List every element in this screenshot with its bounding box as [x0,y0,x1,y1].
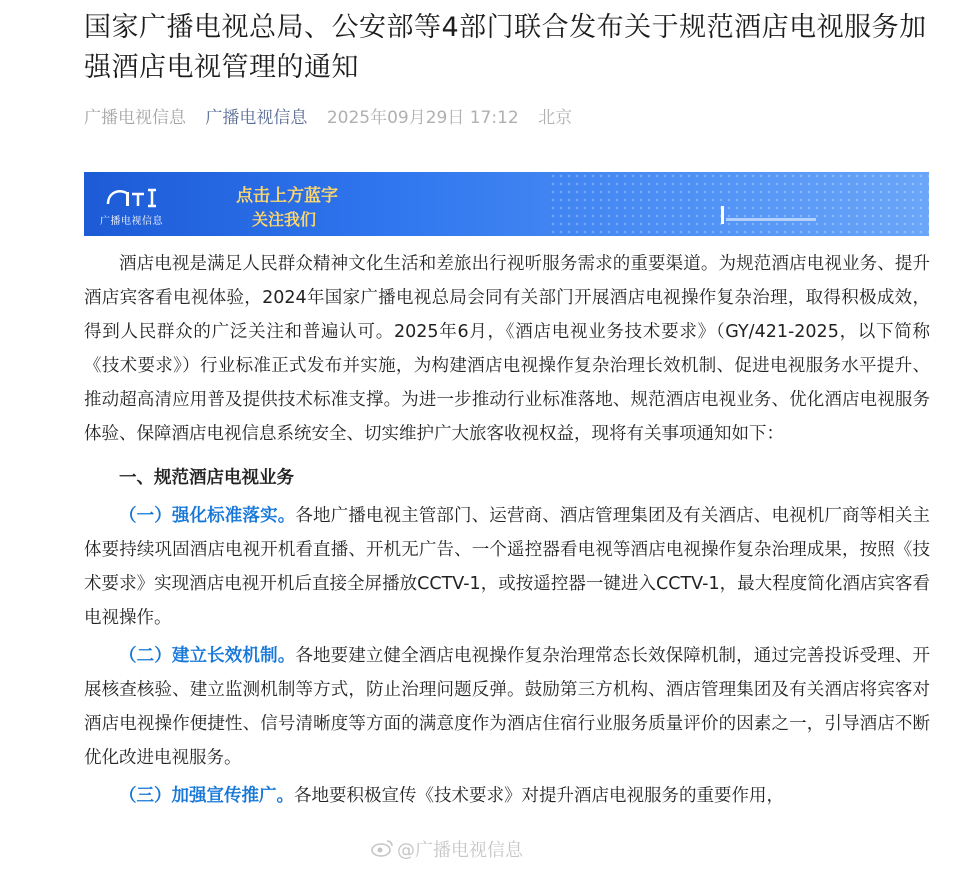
item-text: 各地要建立健全酒店电视操作复杂治理常态长效保障机制，通过完善投诉受理、开展核查核验、建立监测机制等方式，防止治理问题反弹。鼓励第三方机构、酒店管理集团及有关酒店将宾客对酒店电视操作便捷性、信号清晰度等方面的满意度作为酒店住宿行业服务质量评价的因素之一，引导酒店不断优化改进电视服务。 [84,646,931,768]
banner-cursor-icon [721,206,724,224]
article-title: 国家广播电视总局、公安部等4部门联合发布关于规范酒店电视服务加强酒店电视管理的通知 [84,12,927,83]
watermark-text: @广播电视信息 [397,840,523,861]
article-body [84,247,930,813]
meta-datetime: 2025年09月29日 17:12 [326,108,519,128]
meta-source: 广播电视信息 [84,108,186,128]
banner-logo-text: 广播电视信息 [100,216,163,227]
item-title: （一）强化标准落实。 [119,506,296,526]
article-meta [84,104,586,132]
list-item [84,779,930,813]
intro-paragraph: 酒店电视是满足人民群众精神文化生活和差旅出行视听服务需求的重要渠道。为规范酒店电视业务、提升酒店宾客看电视体验，2024年国家广播电视总局会同有关部门开展酒店电视操作复杂治理，取得积极成效，得到人民群众的广泛关注和普遍认可。2025年6月，《酒店电视业务技术要求》（GY/421-2025，以下简称《技术要求》）行业标准正式发布并实施，为构建酒店电视操作复杂治理长效机制、促进电视服务水平提升、推动超高清应用普及提供技术标准支撑。为进一步推动行业标准落地、规范酒店电视业务、优化酒店电视服务体验、保障酒店电视信息系统安全、切实维护广大旅客收视权益，现将有关事项通知如下： [84,254,930,444]
banner-cta-line2: 关注我们 [252,210,317,229]
item-title: （二）建立长效机制。 [119,646,296,666]
item-title: （三）加强宣传推广。 [119,786,294,806]
item-text: 各地广播电视主管部门、运营商、酒店管理集团及有关酒店、电视机厂商等相关主体要持续巩固酒店电视开机看直播、开机无广告、一个遥控器看电视等酒店电视操作复杂治理成果，按照《技术要求》实现酒店电视开机后直接全屏播放CCTV-1，或按遥控器一键进入CCTV-1，最大程度简化酒店宾客看电视操作。 [84,506,931,628]
section-heading: 一、规范酒店电视业务 [119,468,294,488]
list-item [84,499,930,635]
banner-cta-line1: 点击上方蓝字 [236,186,338,206]
banner-dot-pattern [549,172,929,236]
item-text: 各地要积极宣传《技术要求》对提升酒店电视服务的重要作用， [294,786,784,806]
follow-banner[interactable] [84,172,929,236]
weibo-watermark-icon [370,838,394,858]
meta-account-link[interactable]: 广播电视信息 [205,108,308,128]
banner-decoration-line [726,218,816,221]
broadcast-logo-icon [104,184,164,210]
list-item [84,639,930,775]
meta-location: 北京 [538,108,573,128]
